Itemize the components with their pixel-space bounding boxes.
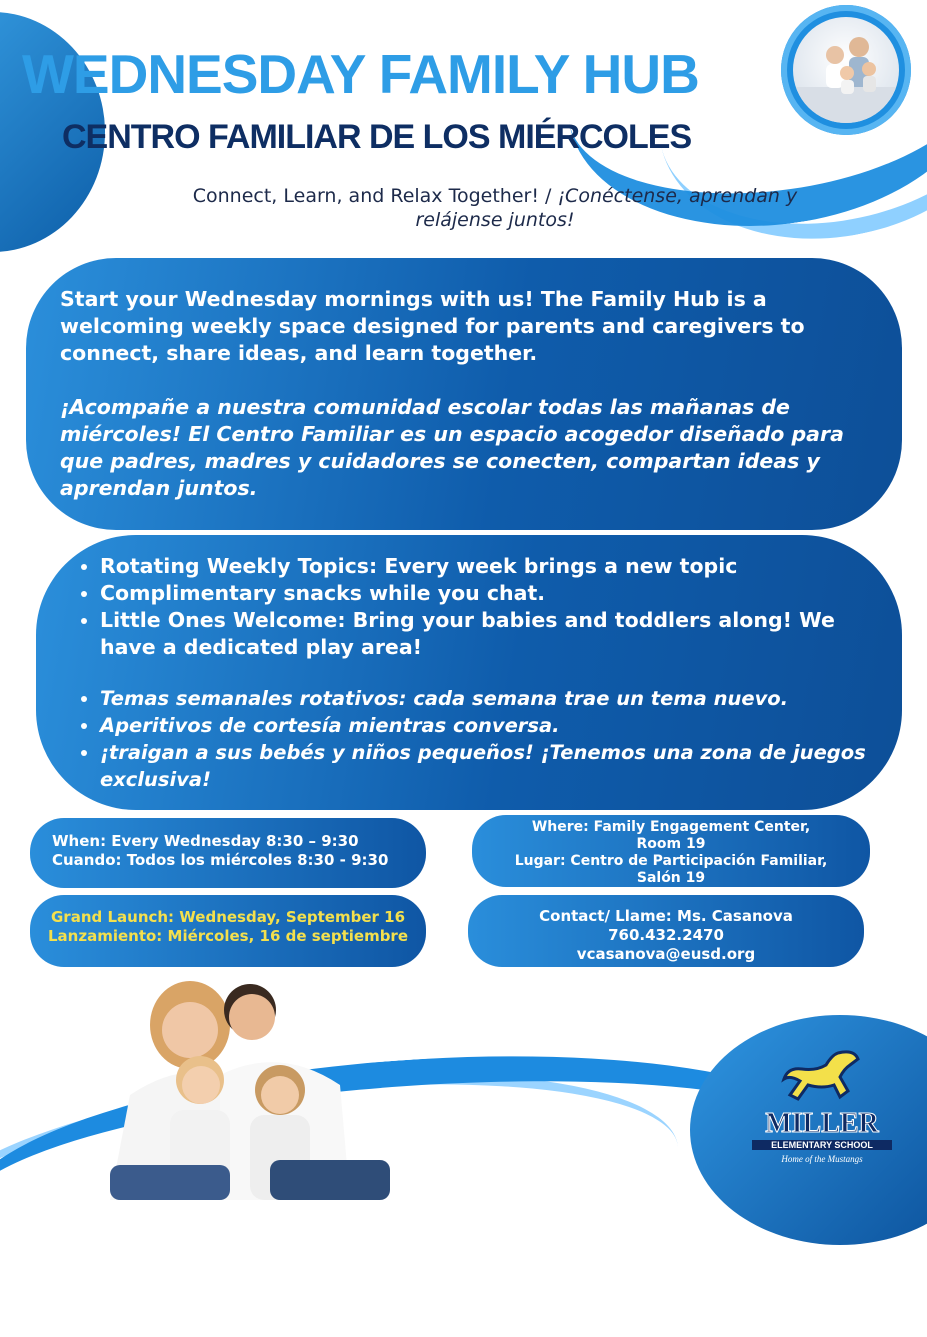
list-item: • ¡traigan a sus bebés y niños pequeños! ¡Tenemos una zona de juegos exclusiva!: [100, 739, 890, 793]
where-pill: [472, 815, 870, 887]
list-item: • Little Ones Welcome: Bring your babies and toddlers along! We have a dedicated play area!: [100, 607, 890, 661]
family-illustration-icon: [793, 17, 899, 123]
page-subtitle: CENTRO FAMILIAR DE LOS MIÉRCOLES: [62, 118, 692, 156]
where-english: Where: Family Engagement Center, Room 19: [531, 819, 811, 852]
list-item: • Temas semanales rotativos: cada semana trae un tema nuevo.: [100, 685, 890, 712]
launch-pill: [30, 895, 426, 967]
mustang-logo-icon: [778, 1045, 868, 1115]
family-photo: [70, 975, 410, 1200]
intro-english: Start your Wednesday mornings with us! The Family Hub is a welcoming weekly space designed for parents and caregivers to connect, share ideas, and learn together.: [60, 287, 805, 365]
contact-phone[interactable]: 760.432.2470: [608, 926, 724, 944]
contact-name: Contact/ Llame: Ms. Casanova: [539, 907, 793, 925]
features-panel: [36, 535, 902, 810]
features-list-english: [76, 553, 890, 661]
family-photo-icon: [70, 975, 410, 1200]
when-english: When: Every Wednesday 8:30 – 9:30: [52, 832, 359, 850]
logo-school-type: ELEMENTARY SCHOOL: [752, 1140, 892, 1150]
launch-english: Grand Launch: Wednesday, September 16: [50, 908, 406, 926]
list-item: • Rotating Weekly Topics: Every week brings a new topic: [100, 553, 890, 580]
logo-motto: Home of the Mustangs: [781, 1154, 863, 1164]
when-pill: [30, 818, 426, 888]
list-item: • Aperitivos de cortesía mientras conversa.: [100, 712, 890, 739]
features-list-spanish: [76, 685, 890, 793]
intro-spanish: ¡Acompañe a nuestra comunidad escolar todas las mañanas de miércoles! El Centro Familiar es un espacio acogedor diseñado para que padres, madres y cuidadores se conecten, compartan ideas y aprendan juntos.: [60, 395, 844, 500]
when-spanish: Cuando: Todos los miércoles 8:30 - 9:30: [52, 851, 389, 869]
tagline-spanish: ¡Conéctense, aprendan y relájense juntos!: [415, 185, 798, 231]
tagline: [150, 184, 840, 232]
logo-school-name: MILLER: [765, 1108, 879, 1139]
page-title: WEDNESDAY FAMILY HUB: [22, 43, 699, 105]
launch-spanish: Lanzamiento: Miércoles, 16 de septiembre: [47, 927, 409, 945]
intro-panel: [26, 258, 902, 530]
tagline-english: Connect, Learn, and Relax Together! /: [192, 185, 558, 207]
family-photo-circle: [793, 17, 899, 123]
list-item: • Complimentary snacks while you chat.: [100, 580, 890, 607]
where-spanish: Lugar: Centro de Participación Familiar, Salón 19: [514, 853, 828, 886]
contact-pill: [468, 895, 864, 967]
contact-email[interactable]: vcasanova@eusd.org: [576, 945, 756, 963]
